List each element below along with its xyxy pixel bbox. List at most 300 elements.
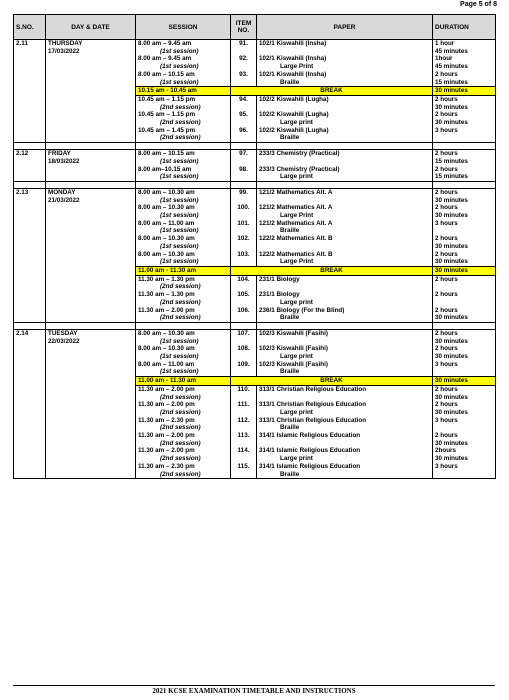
duration-line: 30 minutes [435,119,468,127]
paper-title: 102/2 Kiswahili (Lugha) [259,95,329,103]
paper-cell [257,385,433,401]
duration-line: 2 hours [435,95,458,103]
session-cell [136,235,231,250]
duration-line: 30 minutes [435,353,468,361]
paper-title: 314/1 Islamic Religious Education [259,432,361,440]
duration-line: 3 hours [435,462,458,470]
paper-title: 314/1 Islamic Religious Education [259,462,361,470]
sno-cell [14,417,46,432]
item-number: 102. [237,235,250,243]
day-date-cell [46,291,136,306]
session-label: (2nd session) [160,408,201,416]
header-item-no: ITEM NO. [231,15,257,40]
paper-cell [257,166,433,182]
paper-cell [257,447,433,462]
duration-cell [433,204,496,219]
duration-line: 2 hours [435,188,458,196]
item-no-cell [231,401,257,416]
header-paper: PAPER [257,15,433,40]
serial-number: 2.12 [16,150,29,158]
spacer-cell [136,143,231,150]
table-row [14,345,496,360]
paper-format: Large print [280,298,313,306]
session-label: (2nd session) [160,119,201,127]
session-label: (2nd session) [160,393,201,401]
session-cell [136,291,231,306]
duration-line: 15 minutes [435,173,468,181]
item-number: 115. [237,462,250,470]
item-number: 100. [237,204,250,212]
table-row [14,166,496,182]
sno-cell [14,150,46,166]
paper-title: 102/2 Kiswahili (Lugha) [259,126,329,134]
paper-format: Braille [280,314,300,322]
paper-title: 102/1 Kiswahili (Insha) [259,55,327,63]
paper-cell [257,40,433,56]
duration-line: 30 minutes [435,242,468,250]
session-time: 11.30 am – 2.00 pm [138,306,195,314]
item-no-cell [231,345,257,360]
duration-cell [433,417,496,432]
item-number: 95. [239,111,248,119]
paper-format: Braille [280,424,300,432]
paper-cell [257,291,433,306]
paper-title: 102/2 Kiswahili (Lugha) [259,111,329,119]
duration-line: 2 hours [435,250,458,258]
sno-cell [14,127,46,143]
item-no-cell [231,361,257,377]
session-cell [136,329,231,345]
duration-line: 15 minutes [435,157,468,165]
day-date-cell [46,385,136,401]
duration-line: 2 hours [435,204,458,212]
duration-line: 2 hours [435,306,458,314]
paper-title: 313/1 Christian Religious Education [259,416,367,424]
paper-title: 233/3 Chemistry (Practical) [259,165,340,173]
paper-title: 231/1 Biology [259,275,300,283]
session-label: (1st session) [160,63,199,71]
session-cell [136,220,231,235]
day-label: FRIDAY [48,150,71,158]
table-row [14,95,496,111]
duration-cell [433,463,496,479]
session-cell [136,150,231,166]
sno-cell [14,329,46,345]
paper-cell [257,463,433,479]
session-time: 8.00 am – 10.15 am [138,150,195,158]
item-no-cell [231,385,257,401]
break-time-cell [136,87,231,96]
duration-line: 45 minutes [435,63,468,71]
item-number: 103. [237,250,250,258]
item-number: 97. [239,150,248,158]
paper-cell [257,275,433,291]
paper-format: Braille [280,134,300,142]
item-number: 113. [237,432,250,440]
sno-cell [14,275,46,291]
session-cell [136,71,231,87]
duration-cell [433,55,496,70]
duration-line: 2 hours [435,275,458,283]
item-number: 105. [237,291,250,299]
session-time: 11.30 am – 2.00 pm [138,401,195,409]
paper-format: Large Print [280,258,314,266]
table-row [14,127,496,143]
item-number: 98. [239,165,248,173]
day-date-cell [46,447,136,462]
day-date-cell [46,377,136,386]
duration-line: 30 minutes [435,87,468,95]
paper-title: 102/3 Kiswahili (Fasihi) [259,329,328,337]
session-cell [136,204,231,219]
session-cell [136,40,231,56]
sno-cell [14,235,46,250]
session-cell [136,251,231,267]
item-no-cell [231,95,257,111]
session-label: (2nd session) [160,470,201,478]
session-time: 10.45 am – 1.15 pm [138,111,196,119]
day-date-cell [46,166,136,182]
duration-cell [433,40,496,56]
item-no-cell [231,417,257,432]
day-date-cell [46,150,136,166]
table-row [14,204,496,219]
item-no-cell [231,432,257,447]
item-no-cell [231,307,257,323]
header-sno: S.NO. [14,15,46,40]
paper-format: Large print [280,353,313,361]
item-number: 112. [237,416,250,424]
spacer-cell [46,181,136,188]
duration-line: 30 minutes [435,337,468,345]
spacer-cell [433,322,496,329]
day-date-cell [46,71,136,87]
paper-format: Large Print [280,63,314,71]
item-no-cell [231,127,257,143]
paper-cell [257,220,433,235]
sno-cell [14,40,46,56]
session-cell [136,111,231,126]
table-row [14,251,496,267]
paper-title: 313/1 Christian Religious Education [259,385,367,393]
item-number: 99. [239,188,248,196]
item-number: 94. [239,95,248,103]
paper-title: 121/2 Mathematics Alt. A [259,204,333,212]
session-label: (1st session) [160,173,199,181]
session-cell [136,307,231,323]
paper-cell [257,417,433,432]
duration-line: 3 hours [435,360,458,368]
paper-format: Large Print [280,212,314,220]
sno-cell [14,188,46,204]
session-label: (1st session) [160,337,199,345]
paper-cell [257,432,433,447]
duration-cell [433,385,496,401]
footer-title: 2021 KCSE EXAMINATION TIMETABLE AND INSTRUCTIONS [152,687,356,695]
footer [13,685,495,695]
day-date-cell [46,432,136,447]
duration-cell [433,188,496,204]
item-no-cell [231,188,257,204]
duration-line: 30 minutes [435,377,468,385]
session-time: 10.45 am – 1.45 pm [138,126,196,134]
sno-cell [14,87,46,96]
spacer-cell [231,322,257,329]
spacer-cell [257,322,433,329]
table-row [14,291,496,306]
session-cell [136,401,231,416]
duration-cell [433,235,496,250]
item-no-cell [231,235,257,250]
duration-line: 30 minutes [435,455,468,463]
duration-line: 30 minutes [435,439,468,447]
item-no-cell [231,291,257,306]
duration-line: 2 hours [435,432,458,440]
day-label: MONDAY [48,188,76,196]
session-time: 11.30 am – 1.30 pm [138,291,195,299]
sno-cell [14,204,46,219]
paper-cell [257,361,433,377]
table-header-row [14,15,496,40]
duration-cell [433,377,496,386]
day-date-cell [46,111,136,126]
item-no-cell [231,447,257,462]
duration-line: 2hours [435,447,456,455]
day-date-cell [46,220,136,235]
item-number: 109. [237,360,250,368]
day-date-cell [46,307,136,323]
sno-cell [14,401,46,416]
table-row [14,401,496,416]
paper-cell [257,188,433,204]
session-cell [136,432,231,447]
sno-cell [14,307,46,323]
timetable-body [14,40,496,479]
duration-line: 2 hours [435,165,458,173]
table-row [14,55,496,70]
duration-cell [433,361,496,377]
spacer-cell [231,143,257,150]
paper-title: 122/2 Mathematics Alt. B [259,235,333,243]
session-label: (2nd session) [160,103,201,111]
sno-cell [14,251,46,267]
session-time: 8.00 am – 10.30 am [138,204,195,212]
duration-cell [433,291,496,306]
item-no-cell [231,111,257,126]
duration-cell [433,111,496,126]
session-label: (2nd session) [160,298,201,306]
table-row [14,111,496,126]
item-no-cell [231,71,257,87]
item-number: 93. [239,70,248,78]
duration-line: 30 minutes [435,212,468,220]
session-time: 8.00 am – 10.30 am [138,188,195,196]
duration-line: 30 minutes [435,258,468,266]
duration-line: 2 hours [435,385,458,393]
spacer-cell [136,181,231,188]
duration-cell [433,432,496,447]
day-date-cell [46,40,136,56]
day-date-cell [46,275,136,291]
session-cell [136,385,231,401]
paper-title: 314/1 Islamic Religious Education [259,447,361,455]
session-label: (1st session) [160,157,199,165]
paper-cell [257,307,433,323]
break-time: 10.15 am - 10.45 am [138,87,197,95]
sno-cell [14,95,46,111]
sno-cell [14,71,46,87]
session-time: 11.30 am – 1.30 pm [138,275,195,283]
exam-timetable [13,14,496,479]
session-time: 8.00 am – 10.15 am [138,70,195,78]
duration-line: 30 minutes [435,266,468,274]
session-label: (1st session) [160,242,199,250]
item-number: 108. [237,345,250,353]
session-label: (1st session) [160,196,199,204]
duration-line: 2 hours [435,401,458,409]
duration-cell [433,71,496,87]
break-label-cell [231,377,433,386]
paper-cell [257,345,433,360]
date-label: 21/03/2022 [48,196,80,204]
paper-title: 231/1 Biology [259,291,300,299]
duration-cell [433,275,496,291]
date-label: 22/03/2022 [48,337,80,345]
group-spacer [14,143,496,150]
sno-cell [14,377,46,386]
session-label: (1st session) [160,227,199,235]
paper-format: Large print [280,119,313,127]
duration-line: 2 hours [435,345,458,353]
spacer-cell [257,143,433,150]
item-number: 110. [237,385,250,393]
session-label: (1st session) [160,368,199,376]
paper-format: Large print [280,455,313,463]
break-label: BREAK [320,87,343,95]
paper-title: 313/1 Christian Religious Education [259,401,367,409]
duration-line: 45 minutes [435,47,468,55]
day-date-cell [46,204,136,219]
paper-title: 236/1 Biology (For the Blind) [259,306,345,314]
break-time: 11.00 am - 11.30 am [138,266,197,274]
table-row [14,40,496,56]
session-time: 11.30 am – 2.00 pm [138,432,195,440]
break-time-cell [136,377,231,386]
table-row [14,71,496,87]
session-time: 8.00 am – 9.45 am [138,40,192,47]
spacer-cell [14,143,46,150]
duration-line: 2 hours [435,111,458,119]
session-cell [136,345,231,360]
table-row [14,447,496,462]
break-label-cell [231,266,433,275]
session-time: 8.00 am – 10.30 am [138,235,195,243]
duration-cell [433,95,496,111]
session-cell [136,166,231,182]
paper-format: Braille [280,78,300,86]
duration-line: 2 hours [435,291,458,299]
session-time: 8.00 am–10.15 am [138,165,192,173]
table-row [14,329,496,345]
paper-cell [257,127,433,143]
session-cell [136,127,231,143]
sno-cell [14,385,46,401]
duration-cell [433,150,496,166]
item-no-cell [231,150,257,166]
header-session: SESSION [136,15,231,40]
paper-format: Large print [280,408,313,416]
item-number: 111. [237,401,250,409]
sno-cell [14,463,46,479]
table-row [14,275,496,291]
table-row [14,307,496,323]
item-no-cell [231,275,257,291]
day-date-cell [46,235,136,250]
day-date-cell [46,266,136,275]
session-label: (2nd session) [160,455,201,463]
day-date-cell [46,127,136,143]
header-duration: DURATION [433,15,496,40]
sno-cell [14,111,46,126]
day-date-cell [46,55,136,70]
spacer-cell [433,143,496,150]
session-cell [136,417,231,432]
session-label: (2nd session) [160,314,201,322]
spacer-cell [46,322,136,329]
day-date-cell [46,188,136,204]
date-label: 17/03/2022 [48,47,80,55]
paper-format: Braille [280,470,300,478]
day-date-cell [46,95,136,111]
day-label: TUESDAY [48,329,78,337]
session-time: 8.00 am – 10.30 am [138,329,195,337]
duration-cell [433,220,496,235]
serial-number: 2.13 [16,188,29,196]
item-number: 107. [237,329,250,337]
item-no-cell [231,251,257,267]
session-time: 8.00 am – 10.30 am [138,250,195,258]
duration-cell [433,345,496,360]
day-date-cell [46,417,136,432]
duration-cell [433,87,496,96]
day-date-cell [46,345,136,360]
duration-cell [433,307,496,323]
break-time-cell [136,266,231,275]
sno-cell [14,55,46,70]
break-row [14,266,496,275]
table-row [14,188,496,204]
paper-title: 102/1 Kiswahili (Insha) [259,70,327,78]
break-label-cell [231,87,433,96]
table-row [14,150,496,166]
duration-line: 3 hours [435,219,458,227]
item-no-cell [231,166,257,182]
session-label: (1st session) [160,78,199,86]
paper-format: Large print [280,173,313,181]
paper-cell [257,71,433,87]
paper-cell [257,150,433,166]
item-no-cell [231,329,257,345]
day-date-cell [46,361,136,377]
spacer-cell [14,181,46,188]
sno-cell [14,361,46,377]
session-cell [136,188,231,204]
duration-cell [433,127,496,143]
day-date-cell [46,401,136,416]
break-label: BREAK [320,266,343,274]
paper-cell [257,401,433,416]
paper-title: 121/2 Mathematics Alt. A [259,188,333,196]
